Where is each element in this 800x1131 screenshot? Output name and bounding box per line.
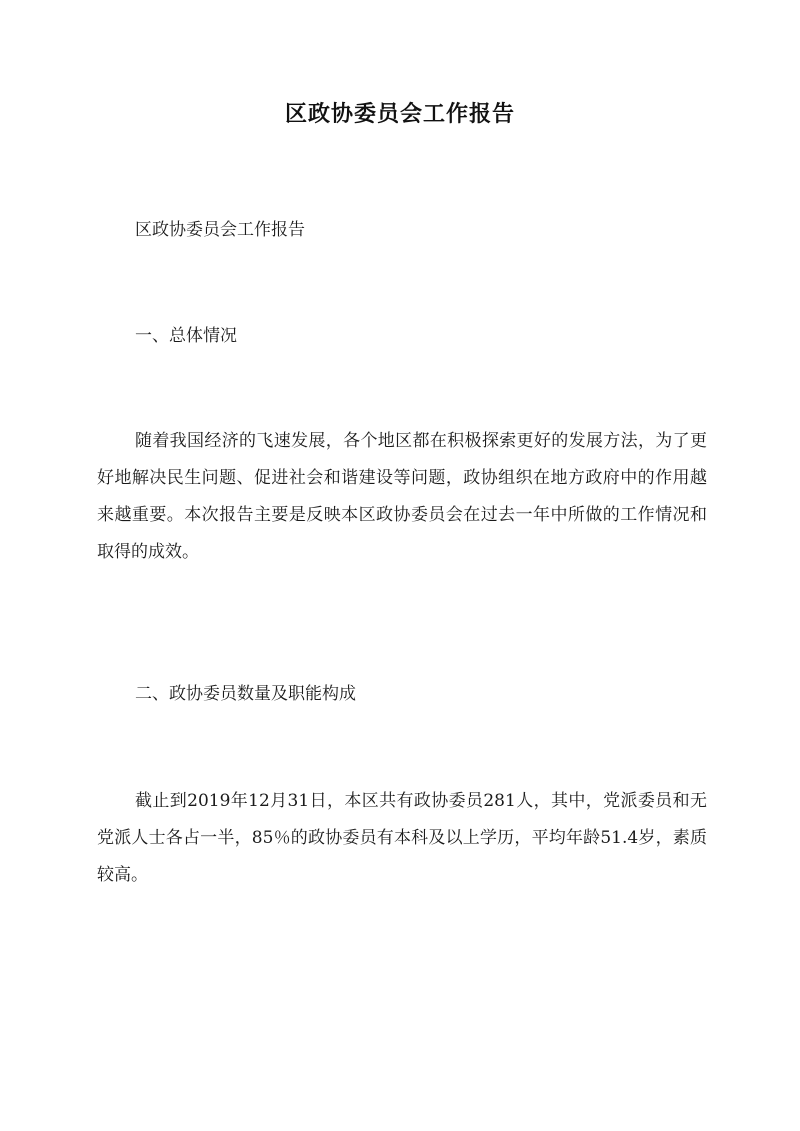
section-heading-overview: 一、总体情况 [135,326,237,346]
document-title: 区政协委员会工作报告 [284,101,515,127]
document-subtitle: 区政协委员会工作报告 [135,220,305,240]
section-heading-members: 二、政协委员数量及职能构成 [135,684,356,704]
section-paragraph-members: 截止到2019年12月31日，本区共有政协委员281人，其中，党派委员和无党派人士各占一半，85％的政协委员有本科及以上学历，平均年龄51.4岁，素质较高。 [97,791,707,885]
section-paragraph-overview: 随着我国经济的飞速发展，各个地区都在积极探索更好的发展方法，为了更好地解决民生问题、促进社会和谐建设等问题，政协组织在地方政府中的作用越来越重要。本次报告主要是反映本区政协委员会在过去一年中所做的工作情况和取得的成效。 [97,431,707,562]
